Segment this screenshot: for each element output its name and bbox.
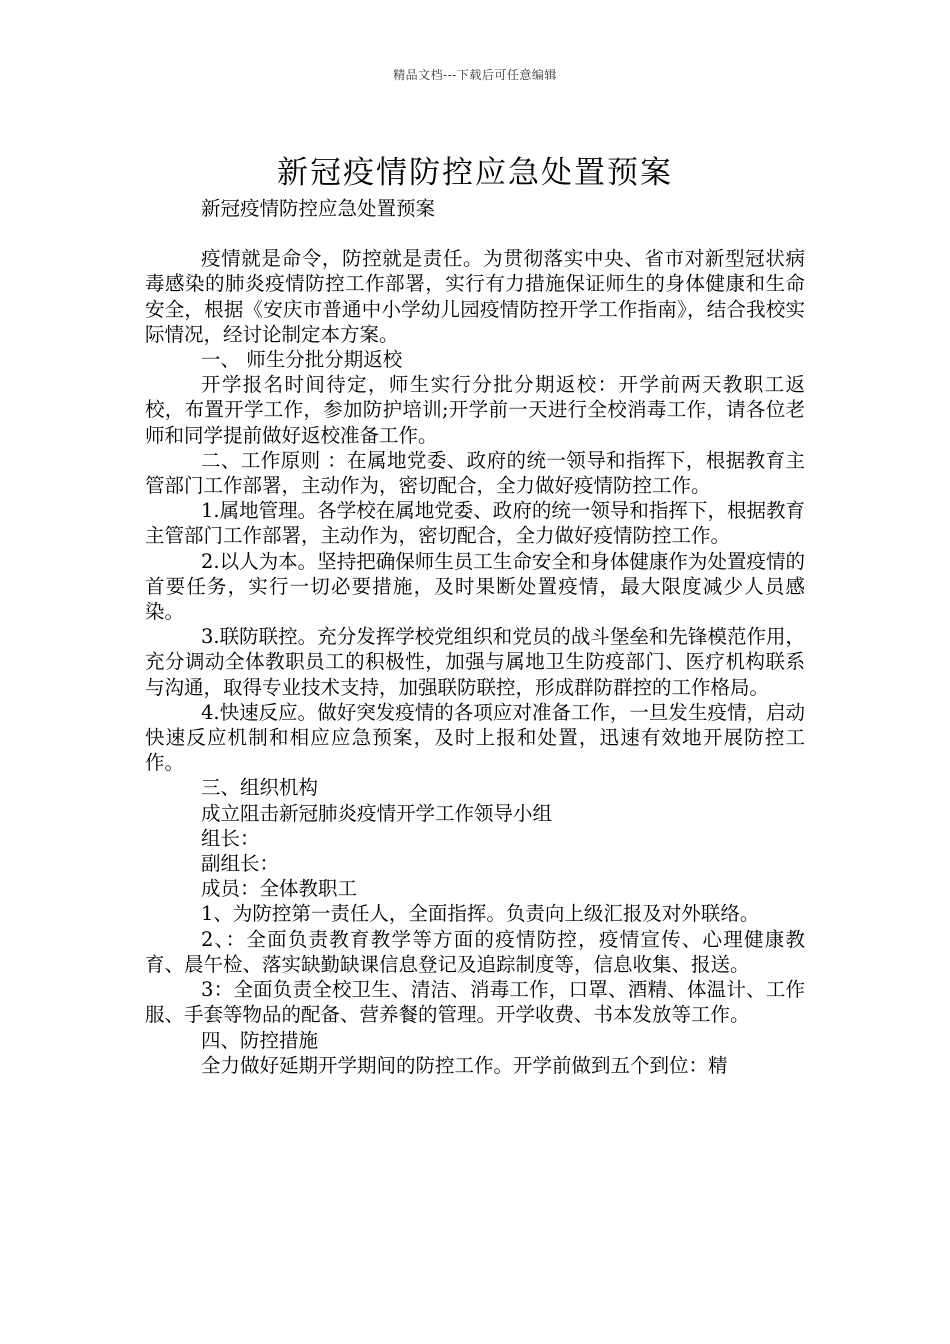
document-body [145,196,805,1078]
paragraph-intro: 疫情就是命令，防控就是责任。为贯彻落实中央、省市对新型冠状病毒感染的肺炎疫情防控工作部署，实行有力措施保证师生的身体健康和生命安全，根据《安庆市普通中小学幼儿园疫情防控开学工作指南》，结合我校实际情况，经讨论制定本方案。 [145,247,805,346]
deputy-leader-line: 副组长： [201,852,280,876]
paragraph-prevention-measures: 全力做好延期开学期间的防控工作。开学前做到五个到位：精 [201,1053,728,1077]
duty-item-3: 3：全面负责全校卫生、清洁、消毒工作，口罩、酒精、体温计、工作服、手套等物品的配备、营养餐的管理。开学收费、书本发放等工作。 [145,978,805,1027]
section-heading-2: 二、工作原则 ：在属地党委、政府的统一领导和指挥下，根据教育主管部门工作部署，主动作为，密切配合，全力做好疫情防控工作。 [145,448,805,498]
principle-item-2: 2.以人为本。坚持把确保师生员工生命安全和身体健康作为处置疫情的首要任务，实行一切必要措施，及时果断处置疫情，最大限度减少人员感染。 [145,549,805,624]
duty-item-2: 2、：全面负责教育教学等方面的疫情防控，疫情宣传、心理健康教育、晨午检、落实缺勤缺课信息登记及追踪制度等，信息收集、报送。 [145,927,805,976]
section-heading-1: 一、 师生分批分期返校 [201,348,403,372]
section-heading-4: 四、防控措施 [201,1028,319,1052]
document-subtitle: 新冠疫情防控应急处置预案 [201,197,436,220]
section-heading-3: 三、组织机构 [201,776,319,800]
members-line: 成员：全体教职工 [201,877,358,901]
duty-item-1: 1、为防控第一责任人，全面指挥。负责向上级汇报及对外联络。 [201,902,760,926]
paragraph-leadership-group: 成立阻击新冠肺炎疫情开学工作领导小组 [201,801,553,825]
paragraph-return-schedule: 开学报名时间待定，师生实行分批分期返校：开学前两天教职工返校，布置开学工作，参加防护培训;开学前一天进行全校消毒工作，请各位老师和同学提前做好返校准备工作。 [145,373,805,447]
principle-item-4: 4.快速反应。做好突发疫情的各项应对准备工作，一旦发生疫情，启动快速反应机制和相应应急预案，及时上报和处置，迅速有效地开展防控工作。 [145,700,805,775]
principle-item-1: 1.属地管理。各学校在属地党委、政府的统一领导和指挥下，根据教育主管部门工作部署，主动作为，密切配合，全力做好疫情防控工作。 [145,499,805,548]
document-title: 新冠疫情防控应急处置预案 [277,154,673,191]
group-leader-line: 组长： [201,826,260,850]
header-note: 精品文档---下载后可任意编辑 [393,68,557,82]
principle-item-3: 3.联防联控。充分发挥学校党组织和党员的战斗堡垒和先锋模范作用，充分调动全体教职员工的积极性，加强与属地卫生防疫部门、医疗机构联系与沟通，取得专业技术支持，加强联防联控，形成群防群控的工作格局。 [145,625,805,699]
